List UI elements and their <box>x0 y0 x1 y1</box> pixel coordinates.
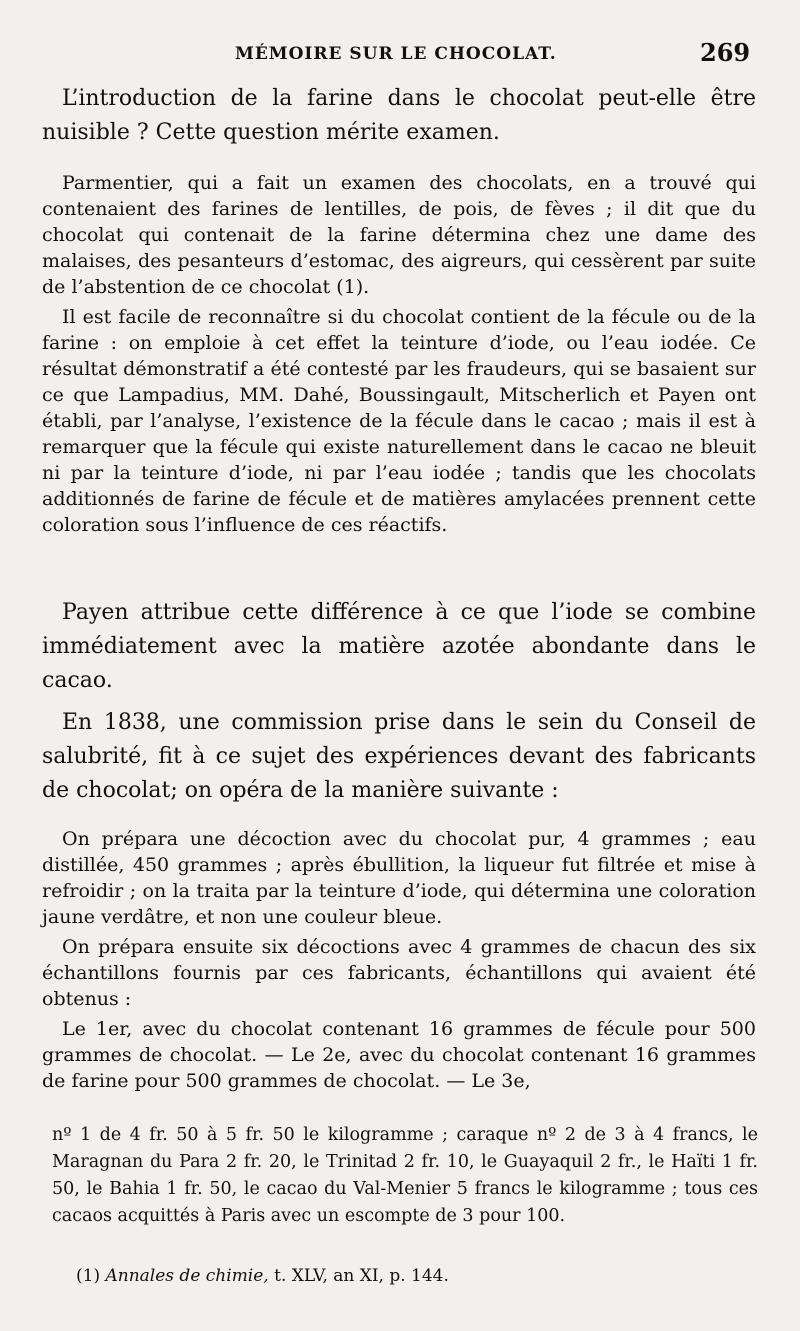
running-title: MÉMOIRE SUR LE CHOCOLAT. <box>235 44 557 64</box>
paragraph-payen: Payen attribue cette différence à ce que l’iode se combine immédiatement avec la matière azotée abondante dans le cacao. <box>42 600 756 693</box>
running-header <box>0 38 800 68</box>
paragraph-decoction: On prépara une décoction avec du chocolat pur, 4 grammes ; eau distillée, 450 grammes ; après ébullition, la liqueur fut filtrée et mise à refroidir ; on la traita par la teinture d’iode, qui détermina une coloration jaune verdâtre, et non une couleur bleue. <box>42 828 756 928</box>
paragraph-iodine-test: Il est facile de reconnaître si du chocolat contient de la fécule ou de la farine : on emploie à cet effet la teinture d’iode, ou l’eau iodée. Ce résultat démonstratif a été contesté par les fraudeurs, qui se basaient sur ce que Lampadius, MM. Dahé, Boussingault, Mitscherlich et Payen ont établi, par l’analyse, l’existence de la fécule dans le cacao ; mais il est à remarquer que la fécule qui existe naturellement dans le cacao ne bleuit ni par la teinture d’iode, ni par l’eau iodée ; tandis que les chocolats additionnés de farine de fécule et de matières amylacées prennent cette coloration sous l’influence de ces réactifs. <box>42 306 756 536</box>
footnote-source: Annales de chimie, <box>105 1266 269 1286</box>
paragraph-samples: Le 1er, avec du chocolat contenant 16 grammes de fécule pour 500 grammes de chocolat. — Le 2e, avec du chocolat contenant 16 grammes de farine pour 500 grammes de chocolat. — Le 3e, <box>42 1018 756 1092</box>
footnote-marker: (1) <box>76 1266 101 1286</box>
footnote-details: t. XLV, an XI, p. 144. <box>274 1266 449 1286</box>
footnote <box>76 1264 756 1288</box>
paragraph-six-decoctions: On prépara ensuite six décoctions avec 4 grammes de chacun des six échantillons fournis par ces fabricants, échantillons qui avaient été obtenus : <box>42 936 756 1010</box>
page-number: 269 <box>700 38 751 67</box>
footnote-continuation: nº 1 de 4 fr. 50 à 5 fr. 50 le kilogramme ; caraque nº 2 de 3 à 4 francs, le Maragnan du Para 2 fr. 20, le Trinitad 2 fr. 10, le Guayaquil 2 fr., le Haïti 1 fr. 50, le Bahia 1 fr. 50, le cacao du Val-Menier 5 francs le kilogramme ; tous ces cacaos acquittés à Paris avec un escompte de 3 pour 100. <box>52 1125 758 1226</box>
paragraph-parmentier: Parmentier, qui a fait un examen des chocolats, en a trouvé qui contenaient des farines de lentilles, de pois, de fèves ; il dit que du chocolat qui contenait de la farine détermina chez une dame des malaises, des pesanteurs d’estomac, des aigreurs, qui cessèrent par suite de l’abstention de ce chocolat (1). <box>42 172 756 298</box>
paragraph-question: L’introduction de la farine dans le chocolat peut-elle être nuisible ? Cette question mérite examen. <box>42 86 756 145</box>
paragraph-commission: En 1838, une commission prise dans le sein du Conseil de salubrité, fit à ce sujet des expériences devant des fabricants de chocolat; on opéra de la manière suivante : <box>42 710 756 803</box>
